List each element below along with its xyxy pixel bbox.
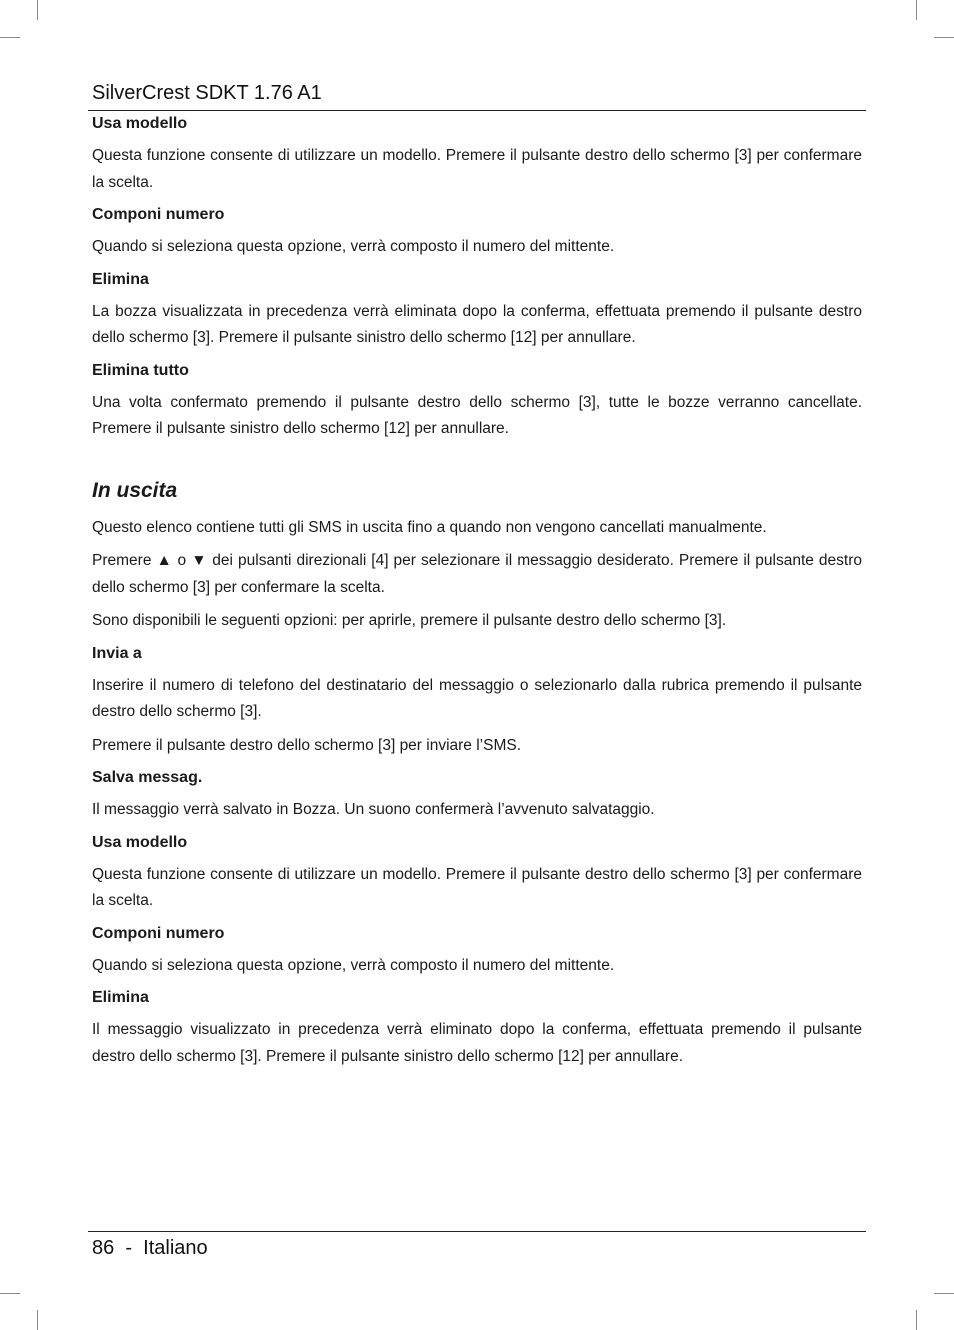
heading-salva-messag: Salva messag. [92,769,203,786]
page-content [92,112,862,1077]
paragraph: Premere il pulsante destro dello schermo [3] per inviare l’SMS. [92,736,522,754]
paragraph: Questa funzione consente di utilizzare un modello. Premere il pulsante destro dello schermo [3] per confermare la scelta. [92,147,862,191]
crop-mark-bottom-left [37,1310,38,1330]
crop-mark-top-right [916,0,917,20]
heading-usa-modello: Usa modello [92,833,188,851]
paragraph: Il messaggio verrà salvato in Bozza. Un suono confermerà l’avvenuto salvataggio. [92,801,655,818]
heading-componi-numero: Componi numero [92,206,225,223]
paragraph: La bozza visualizzata in precedenza verrà eliminata dopo la conferma, effettuata premendo il pulsante destro dello schermo [3]. Premere il pulsante sinistro dello schermo [12] per annullare. [92,302,862,346]
crop-mark-bottom-right-h [934,1293,954,1294]
page-number: 86 - Italiano [92,1237,208,1259]
paragraph: Questa funzione consente di utilizzare un modello. Premere il pulsante destro dello schermo [3] per confermare la scelta. [92,865,862,909]
header-title: SilverCrest SDKT 1.76 A1 [92,82,322,104]
paragraph: Quando si seleziona questa opzione, verrà composto il numero del mittente. [92,238,615,255]
page-footer [88,1231,866,1266]
heading-invia-a: Invia a [92,644,142,662]
page-header [88,80,866,111]
heading-elimina: Elimina [92,989,149,1006]
paragraph: Una volta confermato premendo il pulsante destro dello schermo [3], tutte le bozze verranno cancellate. Premere il pulsante sinistro dello schermo [12] per annullare. [92,393,862,437]
paragraph: Inserire il numero di telefono del destinatario del messaggio o selezionarlo dalla rubrica premendo il pulsante destro dello schermo [3]. [92,676,862,720]
crop-mark-top-left [37,0,38,20]
heading-elimina: Elimina [92,270,149,288]
crop-mark-top-left-h [0,37,20,38]
paragraph: Il messaggio visualizzato in precedenza verrà eliminato dopo la conferma, effettuata premendo il pulsante destro dello schermo [3]. Premere il pulsante sinistro dello schermo [12] per annullare. [92,1021,862,1065]
paragraph: Questo elenco contiene tutti gli SMS in uscita fino a quando non vengono cancellati manualmente. [92,518,767,536]
paragraph: Sono disponibili le seguenti opzioni: per aprirle, premere il pulsante destro dello schermo [3]. [92,612,727,629]
paragraph: Premere ▲ o ▼ dei pulsanti direzionali [4] per selezionare il messaggio desiderato. Premere il pulsante destro dello schermo [3] per confermare la scelta. [92,552,862,596]
crop-mark-top-right-h [934,37,954,38]
crop-mark-bottom-right [916,1310,917,1330]
section-title-in-uscita: In uscita [92,478,178,502]
heading-componi-numero: Componi numero [92,924,225,942]
heading-elimina-tutto: Elimina tutto [92,361,189,379]
crop-mark-bottom-left-h [0,1293,20,1294]
paragraph: Quando si seleziona questa opzione, verrà composto il numero del mittente. [92,956,615,974]
heading-usa-modello: Usa modello [92,115,188,132]
